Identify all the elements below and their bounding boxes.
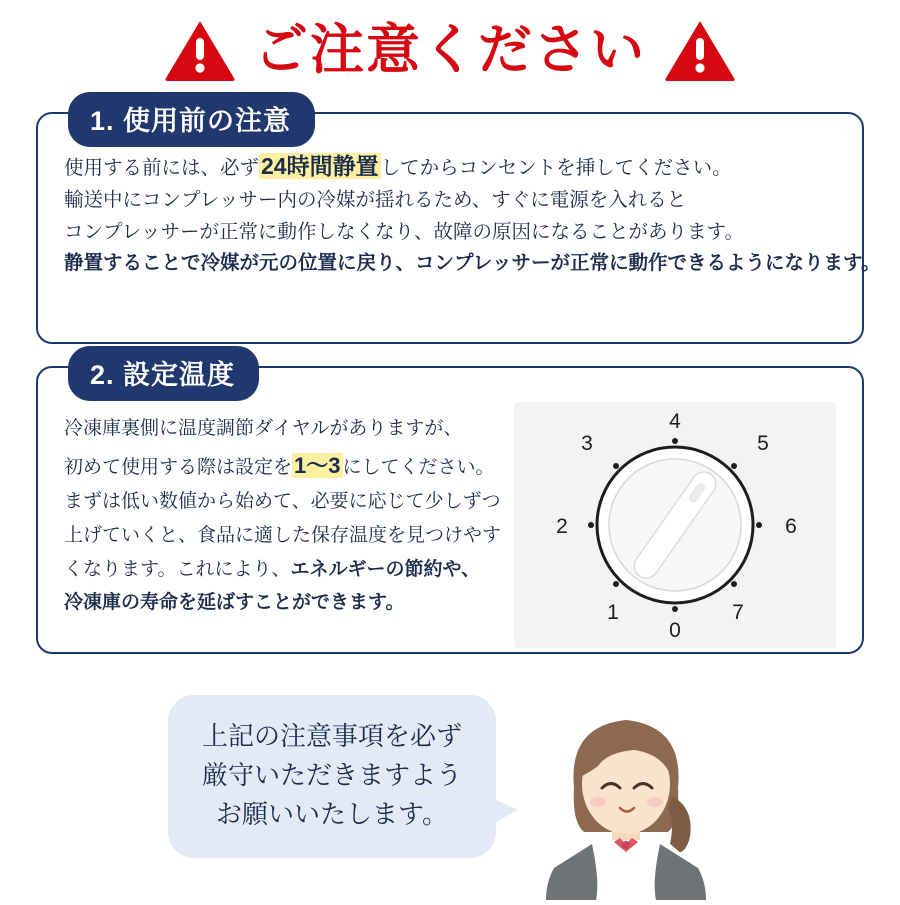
speech-bubble [168,695,496,858]
dial-number-7: 7 [732,601,744,624]
section-2-line-5 [64,553,504,587]
text-post: してからコンセントを挿してください。 [380,157,732,179]
dial-number-4: 4 [669,410,681,433]
dial-number-3: 3 [581,432,593,455]
section-2-line-3: まずは低い数値から始めて、必要に応じて少しずつ [64,490,501,512]
highlight-24h: 24時間静置 [261,153,379,179]
page-title: ご注意ください [254,20,646,80]
section-2-line-2 [64,446,504,485]
bubble-line-2: 厳守いただきますよう [201,760,462,790]
warning-triangle-icon [164,18,236,82]
section-1-line-3: コンプレッサーが正常に動作しなくなり、故障の原因になることがあります。 [64,220,744,243]
section-1-line-2: 輸送中にコンプレッサー内の冷媒が揺れるため、すぐに電源を入れると [64,189,687,212]
section-2-label: 2. 設定温度 [68,346,259,401]
dial-number-2: 2 [556,515,568,538]
text-pre: 使用する前には、必ず [64,157,260,179]
bubble-line-1: 上記の注意事項を必ず [201,721,462,751]
dial-number-1: 1 [607,601,619,624]
temperature-dial[interactable] [530,405,820,645]
section-2-line-1: 冷凍庫裏側に温度調節ダイヤルがありますが、 [64,418,463,439]
highlight-range: 1〜3 [294,452,341,478]
text-post-bold: エネルギーの節約や、 [290,558,481,580]
text-pre: 初めて使用する際は設定を [64,456,293,478]
warning-triangle-icon [664,18,736,82]
section-1-panel [36,106,881,344]
section-1-label: 1. 使用前の注意 [68,92,315,147]
section-2-panel [36,360,864,654]
section-2-line-6: 冷凍庫の寿命を延ばすことができます。 [64,592,405,614]
temperature-dial-image [514,402,836,648]
bubble-line-3: お願いいたします。 [216,799,448,829]
dial-number-6: 6 [785,515,797,538]
page-header [36,0,864,90]
section-1-line-1 [64,148,836,185]
text-pre: くなります。これにより、 [64,558,291,580]
section-2-text [64,408,504,648]
dial-number-5: 5 [757,432,769,455]
section-1-line-4: 静置することで冷媒が元の位置に戻り、コンプレッサーが正常に動作できるようになります。 [64,252,881,275]
footer-area [0,690,900,900]
female-staff-illustration [522,692,732,900]
text-post: にしてください。 [342,456,495,478]
section-2-line-4: 上げていくと、食品に適した保存温度を見つけやす [64,524,502,546]
dial-number-0: 0 [669,619,681,642]
